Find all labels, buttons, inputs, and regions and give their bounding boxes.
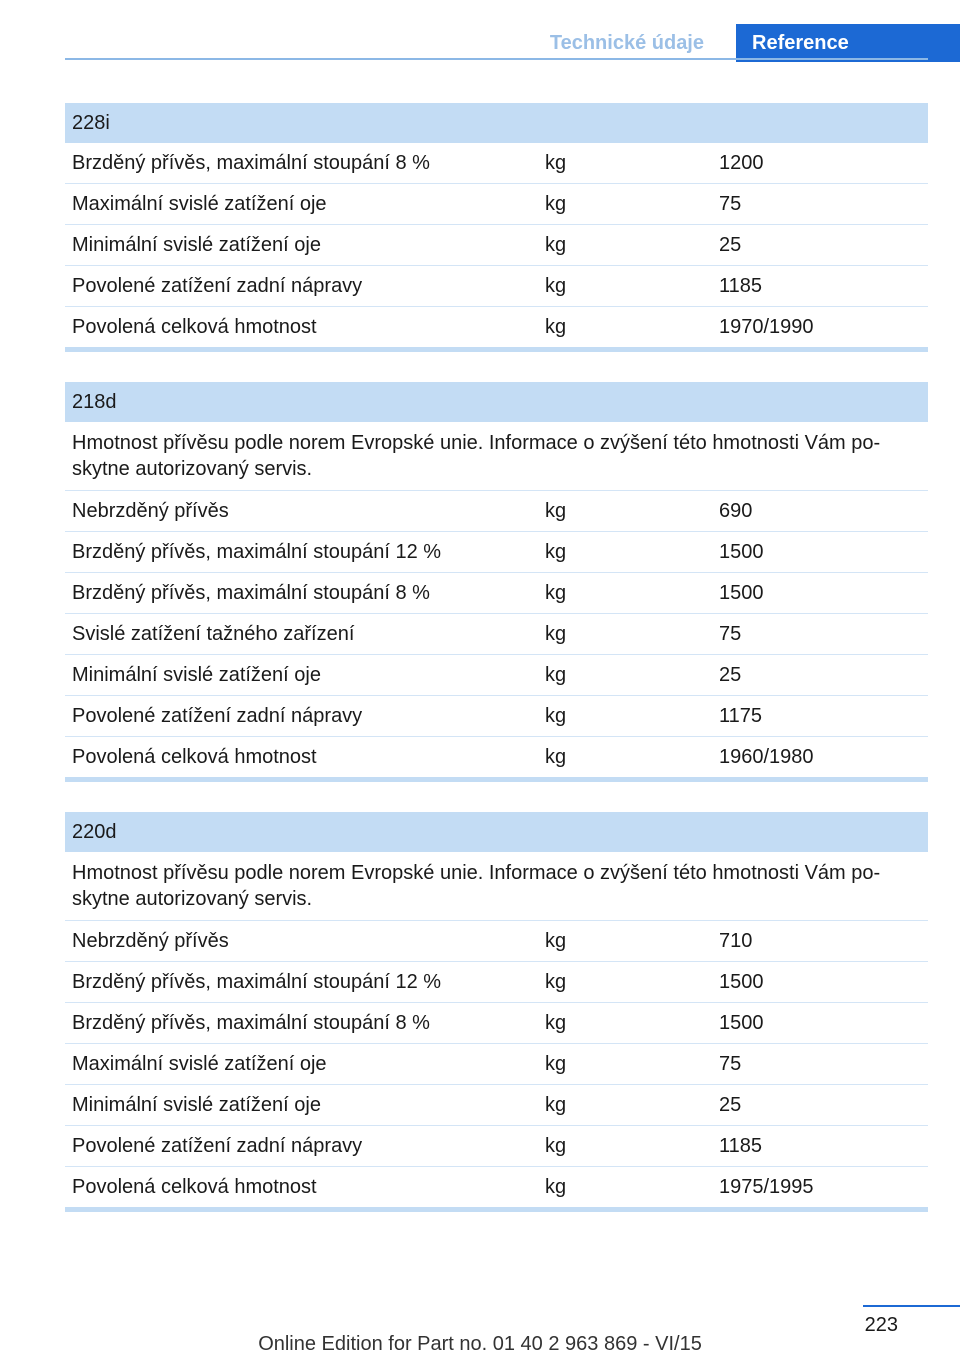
row-value: 1960/1980: [719, 746, 814, 768]
row-label: Minimální svislé zatížení oje: [72, 1094, 321, 1116]
table-row: [65, 307, 928, 347]
row-label: Povolené zatížení zadní nápravy: [72, 705, 363, 727]
table-title: 218d: [65, 382, 928, 422]
row-value: 25: [719, 234, 742, 256]
page-number: 223: [864, 1314, 898, 1336]
row-label: Povolená celková hmotnost: [72, 1176, 317, 1198]
row-label: Povolená celková hmotnost: [72, 746, 317, 768]
row-unit: kg: [545, 1053, 567, 1075]
row-label: Brzděný přívěs, maximální stoupání 12 %: [72, 971, 442, 993]
edition-footer: Online Edition for Part no. 01 40 2 963 869 - VI/15: [258, 1333, 702, 1355]
table-row: [65, 921, 928, 962]
row-value: 1975/1995: [719, 1176, 814, 1198]
row-unit: kg: [545, 971, 567, 993]
table-row: [65, 225, 928, 266]
row-value: 75: [719, 623, 742, 645]
row-label: Brzděný přívěs, maximální stoupání 8 %: [72, 152, 430, 174]
row-value: 25: [719, 664, 742, 686]
row-value: 75: [719, 193, 742, 215]
row-label: Minimální svislé zatížení oje: [72, 664, 321, 686]
row-value: 1500: [719, 1012, 764, 1034]
row-unit: kg: [545, 1012, 567, 1034]
table-row: [65, 1044, 928, 1085]
row-value: 75: [719, 1053, 742, 1075]
table-row: [65, 184, 928, 225]
footer-rule: [863, 1305, 960, 1307]
row-unit: kg: [545, 500, 567, 522]
row-unit: kg: [545, 582, 567, 604]
row-label: Brzděný přívěs, maximální stoupání 8 %: [72, 1012, 430, 1034]
row-label: Povolené zatížení zadní nápravy: [72, 1135, 363, 1157]
row-label: Maximální svislé zatížení oje: [72, 1053, 327, 1075]
table-row: [65, 1003, 928, 1044]
row-unit: kg: [545, 193, 567, 215]
table-row: [65, 1167, 928, 1207]
row-unit: kg: [545, 152, 567, 174]
table-row: [65, 962, 928, 1003]
row-unit: kg: [545, 746, 567, 768]
row-value: 710: [719, 930, 753, 952]
table-row: [65, 696, 928, 737]
row-unit: kg: [545, 930, 567, 952]
row-value: 1175: [719, 705, 763, 727]
section-tab: Technické údaje: [549, 32, 704, 54]
row-value: 1500: [719, 541, 764, 563]
table-note: Hmotnost přívěsu podle norem Evropské unie. Informace o zvýšení této hmotnosti Vám po-skytne autorizovaný servis.: [65, 422, 928, 491]
row-unit: kg: [545, 275, 567, 297]
row-label: Minimální svislé zatížení oje: [72, 234, 321, 256]
row-unit: kg: [545, 541, 567, 563]
page-header: [65, 24, 960, 60]
spec-table-220d: [65, 812, 928, 1212]
row-label: Brzděný přívěs, maximální stoupání 8 %: [72, 582, 430, 604]
row-label: Povolená celková hmotnost: [72, 316, 317, 338]
table-row: [65, 655, 928, 696]
table-note: Hmotnost přívěsu podle norem Evropské unie. Informace o zvýšení této hmotnosti Vám po-skytne autorizovaný servis.: [65, 852, 928, 921]
table-row: [65, 1126, 928, 1167]
row-value: 1500: [719, 582, 764, 604]
row-value: 25: [719, 1094, 742, 1116]
row-label: Nebrzděný přívěs: [72, 500, 229, 522]
chapter-tab: Reference: [736, 24, 960, 62]
spec-table-218d: [65, 382, 928, 782]
row-value: 1185: [719, 1135, 763, 1157]
table-row: [65, 573, 928, 614]
table-row: [65, 1085, 928, 1126]
table-row: [65, 143, 928, 184]
row-value: 690: [719, 500, 753, 522]
table-row: [65, 266, 928, 307]
row-unit: kg: [545, 623, 567, 645]
row-value: 1970/1990: [719, 316, 814, 338]
row-label: Povolené zatížení zadní nápravy: [72, 275, 363, 297]
table-row: [65, 491, 928, 532]
row-value: 1185: [719, 275, 763, 297]
row-label: Brzděný přívěs, maximální stoupání 12 %: [72, 541, 442, 563]
row-unit: kg: [545, 1135, 567, 1157]
row-label: Maximální svislé zatížení oje: [72, 193, 327, 215]
spec-table-228i: [65, 103, 928, 352]
spec-tables: [65, 103, 928, 1242]
row-value: 1200: [719, 152, 764, 174]
table-row: [65, 614, 928, 655]
table-title: 228i: [65, 103, 928, 143]
row-unit: kg: [545, 234, 567, 256]
row-label: Svislé zatížení tažného zařízení: [72, 623, 355, 645]
row-label: Nebrzděný přívěs: [72, 930, 229, 952]
row-unit: kg: [545, 664, 567, 686]
table-row: [65, 737, 928, 777]
row-unit: kg: [545, 705, 567, 727]
row-unit: kg: [545, 1176, 567, 1198]
row-unit: kg: [545, 316, 567, 338]
row-unit: kg: [545, 1094, 567, 1116]
table-row: [65, 532, 928, 573]
header-rule: [65, 58, 928, 60]
table-title: 220d: [65, 812, 928, 852]
row-value: 1500: [719, 971, 764, 993]
